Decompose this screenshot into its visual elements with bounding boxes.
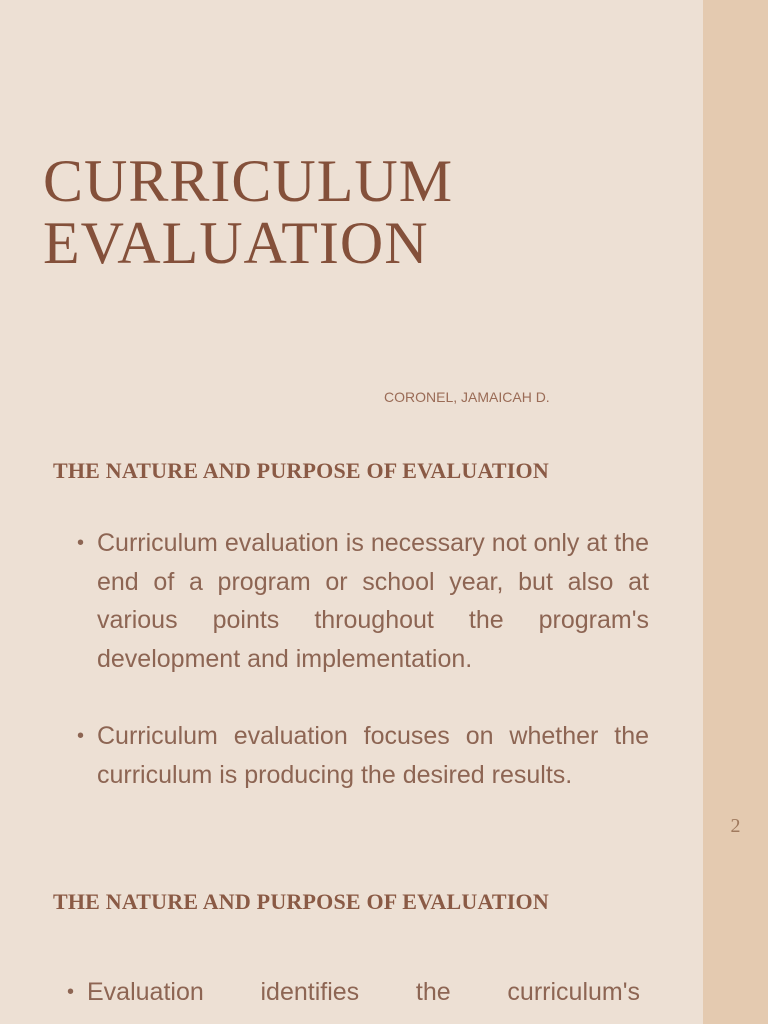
list-item [67, 973, 640, 1012]
bullet-text: Curriculum evaluation focuses on whether the curriculum is producing the desired results. [97, 722, 649, 789]
section-heading: THE NATURE AND PURPOSE OF EVALUATION [53, 889, 549, 914]
title-line-1: CURRICULUM [43, 148, 454, 214]
list-item [77, 717, 649, 794]
title-line-2: EVALUATION [43, 210, 429, 276]
section-heading: THE NATURE AND PURPOSE OF EVALUATION [53, 458, 549, 483]
bullet-text: Evaluation identifies the curriculum's [87, 978, 640, 1006]
author-name: CORONEL, JAMAICAH D. [384, 389, 550, 405]
bullet-dot-icon: • [77, 725, 85, 747]
slide-title [43, 150, 453, 274]
bullet-dot-icon: • [67, 981, 75, 1003]
side-band [703, 0, 768, 1024]
bullet-text: Curriculum evaluation is necessary not only at the end of a program or school year, but also at various points throughout the program's development and implementation. [97, 529, 649, 673]
page-number: 2 [730, 815, 741, 837]
list-item [77, 524, 649, 678]
bullet-dot-icon: • [77, 532, 85, 554]
